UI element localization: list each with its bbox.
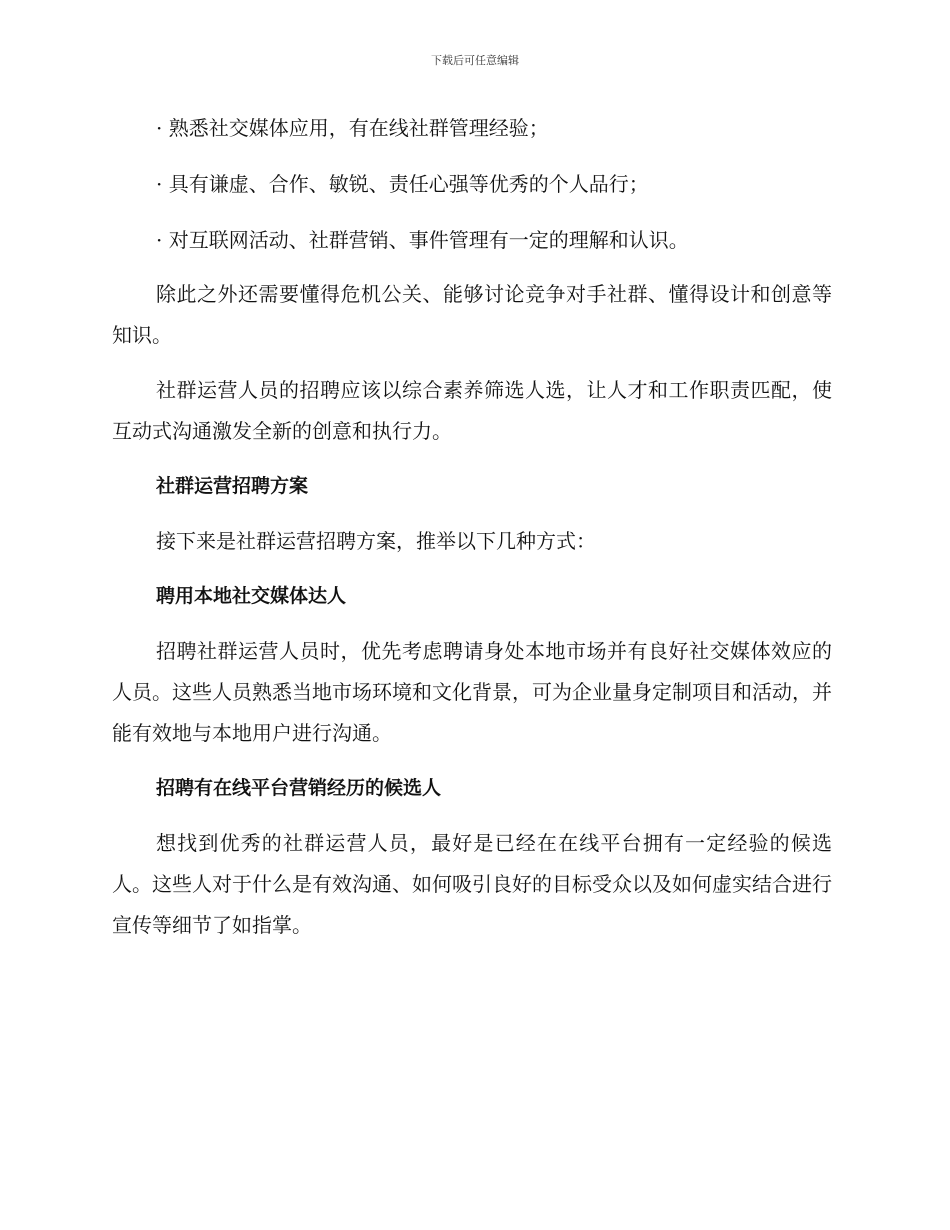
bullet-item: · 对互联网活动、社群营销、事件管理有一定的理解和认识。 [156,228,689,252]
page-header: 下载后可任意编辑 [431,54,519,67]
section-heading: 聘用本地社交媒体达人 [156,585,347,607]
paragraph: 招聘社群运营人员时，优先考虑聘请身处本地市场并有良好社交媒体效应的人员。这些人员熟悉当地市场环境和文化背景，可为企业量身定制项目和活动，并能有效地与本地用户进行沟通。 [112,639,832,745]
paragraph: 社群运营人员的招聘应该以综合素养筛选人选，让人才和工作职责匹配，使互动式沟通激发全新的创意和执行力。 [112,378,832,443]
section-heading: 社群运营招聘方案 [156,475,309,497]
bullet-item: · 熟悉社交媒体应用，有在线社群管理经验； [156,116,549,140]
bullet-item: · 具有谦虚、合作、敏锐、责任心强等优秀的个人品行； [156,172,649,196]
paragraph: 除此之外还需要懂得危机公关、能够讨论竞争对手社群、懂得设计和创意等知识。 [112,282,832,347]
document-body [112,106,832,960]
paragraph: 接下来是社群运营招聘方案，推举以下几种方式： [156,529,596,553]
section-heading: 招聘有在线平台营销经历的候选人 [156,777,442,799]
paragraph: 想找到优秀的社群运营人员，最好是已经在在线平台拥有一定经验的候选人。这些人对于什么是有效沟通、如何吸引良好的目标受众以及如何虚实结合进行宣传等细节了如指掌。 [112,831,832,937]
